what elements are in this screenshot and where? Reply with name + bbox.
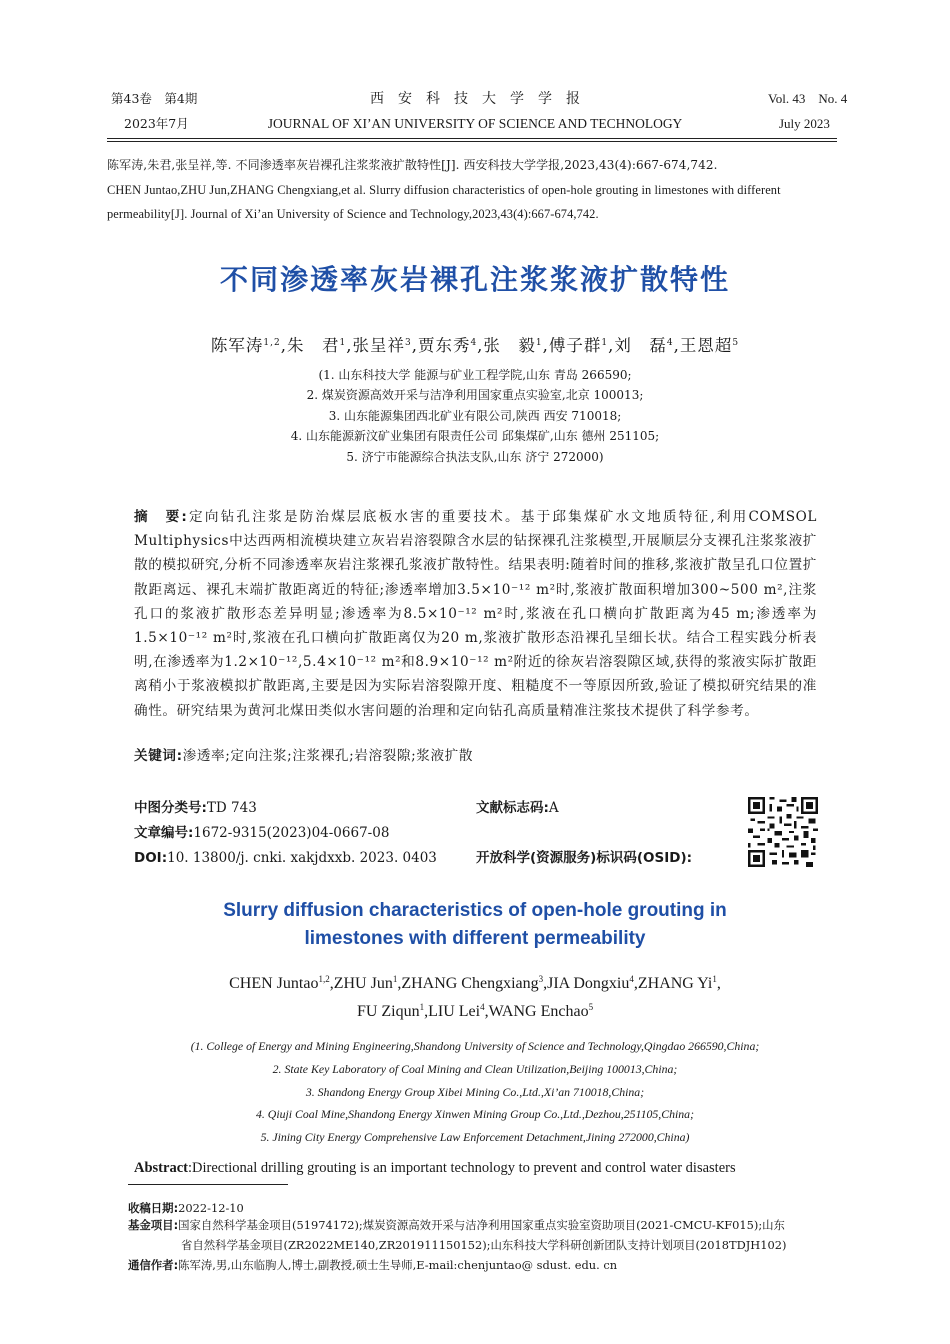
- author-en: ZHANG Chengxiang$^3$: [401, 974, 544, 992]
- abstract-cn: [134, 505, 817, 723]
- affiliation-cn: 2. 煤炭资源高效开采与洁净利用国家重点实验室,北京 100013;: [306, 388, 644, 403]
- header-volume-en: Vol. 43 No. 4: [768, 91, 848, 106]
- affiliation-en: 4. Qiuji Coal Mine,Shandong Energy Xinwen Mining Group Co.,Ltd.,Dezhou,251105,China;: [256, 1107, 694, 1122]
- header-date-cn: 2023年7月: [124, 116, 189, 131]
- qr-code-icon[interactable]: [748, 797, 818, 867]
- footnote-fund: 基金项目:国家自然科学基金项目(51974172);煤炭资源高效开采与洁净利用国家重点实验室资助项目(2021-CMCU-KF015);山东: [128, 1218, 785, 1232]
- title-en-line1: Slurry diffusion characteristics of open-hole grouting in: [223, 900, 727, 921]
- authors-en-line1: CHEN Juntao$^{1,2}$,ZHU Jun$^1$,ZHANG Chengxiang$^3$,JIA Dongxiu$^4$,ZHANG Yi$^1$,: [229, 974, 721, 992]
- author-cn: 傅子群$^1$: [548, 336, 609, 355]
- footnote-received: 收稿日期:2022-12-10: [128, 1201, 244, 1215]
- author-cn: 刘 磊$^4$: [614, 336, 674, 355]
- author-en: ZHU Jun$^1$: [333, 974, 398, 992]
- keywords-label: 关键词:: [134, 748, 183, 764]
- abstract-en-label: Abstract: [134, 1160, 188, 1176]
- keywords-text: 渗透率;定向注浆;注浆裸孔;岩溶裂隙;浆液扩散: [182, 748, 474, 764]
- authors-en: [0, 970, 950, 1026]
- abstract-cn-label: 摘 要:: [134, 509, 188, 525]
- affiliation-cn: 3. 山东能源集团西北矿业有限公司,陕西 西安 710018;: [328, 408, 622, 423]
- affiliation-en: 2. State Key Laboratory of Coal Mining and Clean Utilization,Beijing 100013,China;: [272, 1061, 678, 1076]
- citation-en-line2: permeability[J]. Journal of Xi’an University of Science and Technology,2023,43(4):667-674,742.: [107, 207, 599, 221]
- osid-label: 开放科学(资源服务)标识码(OSID):: [476, 850, 693, 866]
- author-cn: 陈军涛$^{1,2}$: [210, 336, 281, 355]
- footnote-author: 通信作者:陈军涛,男,山东临朐人,博士,副教授,硕士生导师,E-mail:chenjuntao@ sdust. edu. cn: [128, 1258, 618, 1272]
- author-en: FU Ziqun$^1$: [356, 1002, 425, 1020]
- document-code: 文献标志码:A: [476, 800, 559, 816]
- author-cn: 朱 君$^1$: [286, 336, 347, 355]
- affiliations-cn: [0, 365, 950, 467]
- affiliation-cn: 4. 山东能源新汶矿业集团有限责任公司 邱集煤矿,山东 德州 251105;: [290, 429, 660, 444]
- title-en: [0, 897, 950, 953]
- keywords: [134, 744, 817, 768]
- header-date-en: July 2023: [779, 116, 830, 131]
- affiliation-cn: (1. 山东科技大学 能源与矿业工程学院,山东 青岛 266590;: [318, 368, 632, 382]
- abstract-cn-text: 定向钻孔注浆是防治煤层底板水害的重要技术。基于邱集煤矿水文地质特征,利用COMSOL Multiphysics中达西两相流模块建立灰岩岩溶裂隙含水层的钻探裸孔注浆模型,开展顺层分支裸孔注浆浆液扩散的模拟研究,分析不同渗透率灰岩注浆裸孔浆液扩散特性。结果表明:随着时间的推移,浆液扩散呈孔口位置扩散距离远、裸孔末端扩散距离近的特征;渗透率增加3.5×10⁻¹² m²时,浆液扩散面积增加300~500 m²,注浆孔口的浆液扩散形态差异明显;渗透率为8.5×10⁻¹² m²时,浆液在孔口横向扩散距离为45 m;渗透率为1.5×10⁻¹² m²时,浆液在孔口横向扩散距离仅为20 m,浆液扩散形态沿裸孔呈细长状。结合工程实践分析表明,在渗透率为1.2×10⁻¹²,5.4×10⁻¹² m²和8.9×10⁻¹² m²附近的徐灰岩溶裂隙区域,获得的浆液实际扩散距离稍小于浆液模拟扩散距离,主要是因为实际岩溶裂隙开度、粗糙度不一等原因所致,验证了模拟研究结果的准确性。研究结果为黄河北煤田类似水害问题的治理和定向钻孔高质量精准注浆技术提供了科学参考。: [134, 509, 818, 719]
- author-cn: 张 毅$^1$: [483, 336, 543, 355]
- affiliations-en: [0, 1035, 950, 1149]
- affiliation-en: (1. College of Energy and Mining Engineering,Shandong University of Science and Technology,Qingdao 266590,China;: [190, 1039, 760, 1053]
- footnote-rule: [128, 1184, 288, 1185]
- author-en: JIA Dongxiu$^4$: [547, 974, 634, 992]
- article-number: 文章编号:1672-9315(2023)04-0667-08: [134, 825, 390, 841]
- author-en: ZHANG Yi$^1$: [637, 974, 717, 992]
- header-volume-cn: 第43卷 第4期: [111, 91, 198, 106]
- affiliation-en: 5. Jining City Energy Comprehensive Law Enforcement Detachment,Jining 272000,China): [260, 1130, 690, 1145]
- abstract-en-text: :Directional drilling grouting is an important technology to prevent and control water disasters: [187, 1160, 736, 1176]
- header-rule-top: [107, 138, 837, 139]
- header-rule-bottom: [107, 141, 837, 142]
- author-en: WANG Enchao$^5$: [488, 1002, 594, 1020]
- citation-en-line1: CHEN Juntao,ZHU Jun,ZHANG Chengxiang,et al. Slurry diffusion characteristics of open-hole grouting in limestones with different: [107, 183, 781, 197]
- header-journal-cn: 西 安 科 技 大 学 学 报: [370, 91, 580, 107]
- title-en-line2: limestones with different permeability: [304, 928, 646, 949]
- affiliation-en: 3. Shandong Energy Group Xibei Mining Co.,Ltd.,Xi’an 710018,China;: [305, 1084, 645, 1099]
- title-cn: 不同渗透率灰岩裸孔注浆浆液扩散特性: [219, 263, 730, 296]
- header-journal-en: JOURNAL OF XI’AN UNIVERSITY OF SCIENCE AND TECHNOLOGY: [267, 116, 683, 131]
- abstract-en: [134, 1158, 824, 1178]
- author-en: LIU Lei$^4$: [428, 1002, 485, 1020]
- authors-cn: 陈军涛$^{1,2}$,朱 君$^1$,张呈祥$^3$,贾东秀$^4$,张 毅$^1$,傅子群$^1$,刘 磊$^4$,王恩超$^5$: [210, 336, 740, 355]
- citation-cn: 陈军涛,朱君,张呈祥,等. 不同渗透率灰岩裸孔注浆浆液扩散特性[J]. 西安科技大学学报,2023,43(4):667-674,742.: [107, 158, 718, 172]
- author-cn: 王恩超$^5$: [679, 336, 740, 355]
- authors-en-line2: FU Ziqun$^1$,LIU Lei$^4$,WANG Enchao$^5$: [356, 1002, 594, 1020]
- doi: DOI:10. 13800/j. cnki. xakjdxxb. 2023. 0403: [134, 850, 437, 866]
- author-cn: 张呈祥$^3$: [352, 336, 412, 355]
- footnote-fund-cont: 省自然科学基金项目(ZR2022ME140,ZR201911150152);山东科技大学科研创新团队支持计划项目(2018TDJH102): [181, 1238, 787, 1252]
- author-cn: 贾东秀$^4$: [417, 336, 478, 355]
- author-en: CHEN Juntao$^{1,2}$: [229, 974, 330, 992]
- clc-number: 中图分类号:TD 743: [134, 800, 257, 816]
- affiliation-cn: 5. 济宁市能源综合执法支队,山东 济宁 272000): [346, 449, 604, 464]
